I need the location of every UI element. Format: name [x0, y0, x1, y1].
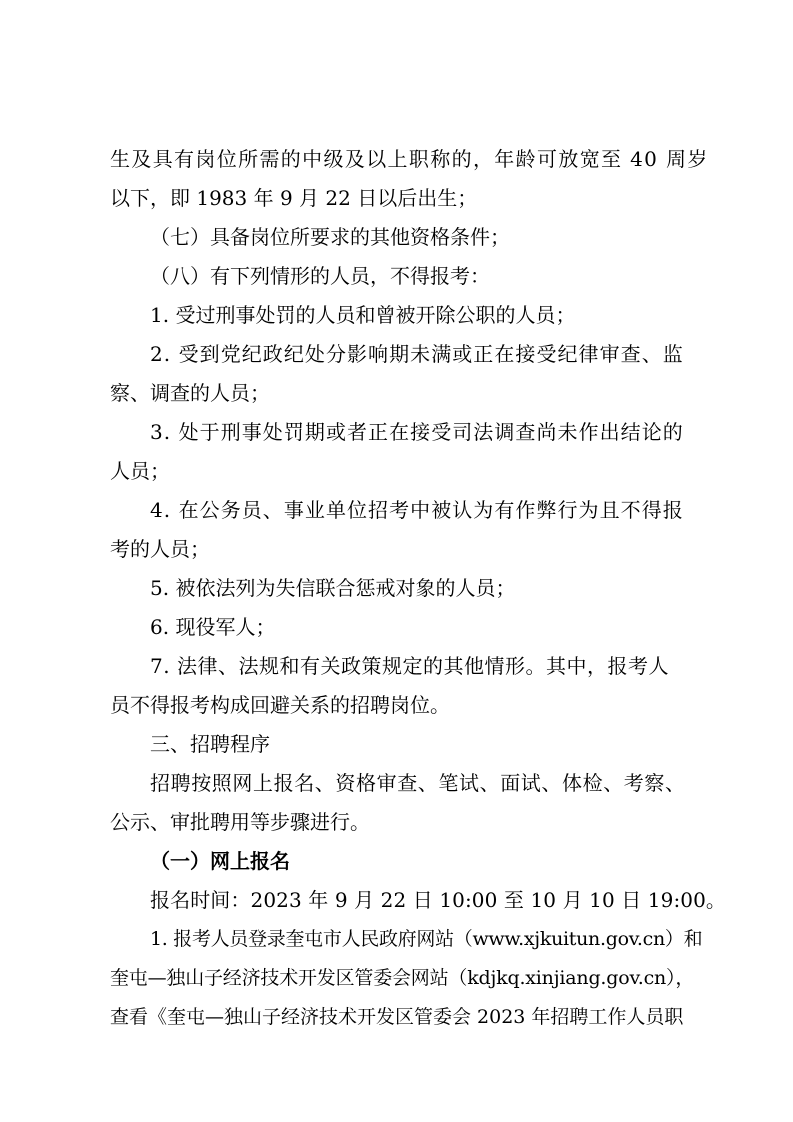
list-item: 2. 受到党纪政纪处分影响期未满或正在接受纪律审查、监	[150, 342, 684, 366]
paragraph-line: 人员；	[110, 459, 170, 483]
list-item: 5. 被依法列为失信联合惩戒对象的人员；	[150, 576, 516, 600]
subsection-heading: （一）网上报名	[150, 849, 290, 873]
paragraph-line: 招聘按照网上报名、资格审查、笔试、面试、体检、考察、	[150, 771, 686, 795]
paragraph-line: 生及具有岗位所需的中级及以上职称的，年龄可放宽至 40 周岁	[110, 147, 709, 171]
list-item: 4. 在公务员、事业单位招考中被认为有作弊行为且不得报	[150, 498, 684, 522]
paragraph-line: 公示、审批聘用等步骤进行。	[110, 810, 370, 834]
paragraph-line: 考的人员；	[110, 537, 210, 561]
paragraph-line: 奎屯—独山子经济技术开发区管委会网站（kdjkq.xinjiang.gov.cn），	[110, 967, 695, 989]
paragraph-line: 报名时间：2023 年 9 月 22 日 10:00 至 10 月 10 日 19:00。	[150, 888, 727, 912]
paragraph-line: 察、调查的人员；	[110, 381, 270, 405]
list-item: （七）具备岗位所要求的其他资格条件；	[150, 225, 510, 249]
list-item: 6. 现役军人；	[150, 615, 276, 639]
paragraph-line: 查看《奎屯—独山子经济技术开发区管委会 2023 年招聘工作人员职	[110, 1006, 684, 1028]
section-heading: 三、招聘程序	[150, 732, 270, 756]
list-item: （八）有下列情形的人员，不得报考：	[150, 264, 490, 288]
paragraph-line: 员不得报考构成回避关系的招聘岗位。	[110, 693, 450, 717]
list-item: 1. 受过刑事处罚的人员和曾被开除公职的人员；	[150, 303, 576, 327]
list-item: 3. 处于刑事处罚期或者正在接受司法调查尚未作出结论的	[150, 420, 684, 444]
list-item: 1. 报考人员登录奎屯市人民政府网站（www.xjkuitun.gov.cn）和	[150, 928, 703, 950]
paragraph-line: 以下，即 1983 年 9 月 22 日以后出生；	[110, 186, 478, 210]
list-item: 7. 法律、法规和有关政策规定的其他情形。其中，报考人	[150, 654, 669, 678]
